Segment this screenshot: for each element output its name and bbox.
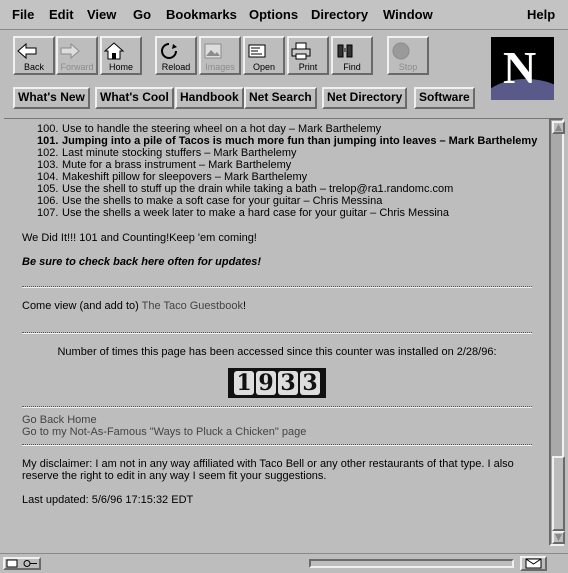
scroll-thumb[interactable] bbox=[552, 456, 565, 531]
images-icon bbox=[201, 40, 225, 62]
go-back-home-link[interactable]: Go Back Home bbox=[22, 414, 97, 426]
list-item: 105. Use the shell to stuff up the drain while taking a bath – trelop@ra1.randomc.com bbox=[37, 183, 454, 195]
divider bbox=[22, 444, 532, 446]
open-label: Open bbox=[252, 62, 276, 72]
images-button[interactable] bbox=[199, 36, 241, 75]
guestbook-line: Come view (and add to) The Taco Guestbook! bbox=[22, 300, 247, 312]
last-updated-text: Last updated: 5/6/96 17:15:32 EDT bbox=[22, 494, 194, 506]
whats-new-button[interactable]: What's New bbox=[13, 87, 90, 109]
back-label: Back bbox=[23, 62, 44, 72]
handbook-button[interactable]: Handbook bbox=[175, 87, 244, 109]
reload-label: Reload bbox=[161, 62, 191, 72]
back-arrow-icon bbox=[15, 40, 39, 62]
printer-icon bbox=[289, 40, 313, 62]
menu-view[interactable]: View bbox=[87, 7, 117, 22]
mail-icon[interactable] bbox=[520, 556, 547, 571]
counter-digit: 3 bbox=[300, 371, 320, 395]
pluck-chicken-link[interactable]: Go to my Not-As-Famous "Ways to Pluck a Chicken" page bbox=[22, 426, 307, 438]
list-item: 106. Use the shells to make a soft case for your guitar – Chris Messina bbox=[37, 195, 383, 207]
divider bbox=[22, 406, 532, 408]
forward-label: Forward bbox=[60, 62, 94, 72]
open-icon bbox=[245, 40, 269, 62]
list-item: 103. Mute for a brass instrument – Mark Barthelemy bbox=[37, 159, 292, 171]
net-search-button[interactable]: Net Search bbox=[244, 87, 317, 109]
counter-wrap bbox=[22, 358, 532, 398]
status-bar bbox=[0, 553, 568, 573]
list-item: 107. Use the shells a week later to make a hard case for your guitar – Chris Messina bbox=[37, 207, 450, 219]
divider bbox=[22, 332, 532, 334]
menu-file[interactable]: File bbox=[12, 7, 35, 22]
reload-icon bbox=[157, 40, 181, 62]
menu-window[interactable]: Window bbox=[383, 7, 433, 22]
open-button[interactable] bbox=[243, 36, 285, 75]
stop-icon bbox=[389, 40, 413, 62]
page-content bbox=[22, 123, 538, 506]
counter-digit: 9 bbox=[256, 371, 276, 395]
netscape-logo[interactable] bbox=[491, 37, 554, 100]
forward-button[interactable] bbox=[56, 36, 98, 75]
menu-bookmarks[interactable]: Bookmarks bbox=[166, 7, 237, 22]
scroll-down-arrow-icon[interactable] bbox=[552, 531, 565, 544]
binoculars-icon bbox=[333, 40, 357, 62]
list-item: 102. Last minute stocking stuffers – Mark Barthelemy bbox=[37, 147, 297, 159]
home-button[interactable] bbox=[100, 36, 142, 75]
menu-help[interactable]: Help bbox=[527, 7, 556, 22]
counter-digit: 3 bbox=[278, 371, 298, 395]
whats-cool-button[interactable]: What's Cool bbox=[95, 87, 174, 109]
progress-bar bbox=[309, 559, 514, 568]
list-item: 100. Use to handle the steering wheel on a hot day – Mark Barthelemy bbox=[37, 123, 382, 135]
list-item: 101. Jumping into a pile of Tacos is much more fun than jumping into leaves – Mark Barthelemy bbox=[37, 135, 538, 147]
list-item: 104. Makeshift pillow for sleepovers – Mark Barthelemy bbox=[37, 171, 308, 183]
counter-digit: 1 bbox=[234, 371, 254, 395]
stop-button[interactable] bbox=[387, 36, 429, 75]
forward-arrow-icon bbox=[58, 40, 82, 62]
menu-bar bbox=[0, 0, 568, 30]
guestbook-link[interactable]: The Taco Guestbook bbox=[141, 300, 243, 312]
menu-edit[interactable]: Edit bbox=[49, 7, 74, 22]
images-label: Images bbox=[205, 62, 235, 72]
toolbar bbox=[0, 31, 568, 113]
counter-caption: Number of times this page has been accessed since this counter was installed on 2/28/96: bbox=[57, 346, 497, 358]
status-text bbox=[44, 557, 302, 570]
hit-counter bbox=[228, 368, 326, 398]
vertical-scrollbar[interactable] bbox=[549, 118, 564, 546]
logo-letter: N bbox=[503, 42, 537, 93]
disclaimer-text: My disclaimer: I am not in any way affiliated with Taco Bell or any other restaurants of that type. I also reserve the right to edit in any way I seem fit your suggestions. bbox=[22, 458, 514, 482]
ideas-list bbox=[22, 123, 538, 219]
menu-options[interactable]: Options bbox=[249, 7, 299, 22]
home-icon bbox=[102, 40, 126, 62]
we-did-it-text: We Did It!!! 101 and Counting!Keep 'em coming! bbox=[22, 232, 257, 244]
net-directory-button[interactable]: Net Directory bbox=[322, 87, 407, 109]
print-label: Print bbox=[298, 62, 318, 72]
find-label: Find bbox=[343, 62, 361, 72]
stop-label: Stop bbox=[398, 62, 418, 72]
check-back-text: Be sure to check back here often for updates! bbox=[22, 256, 262, 268]
home-label: Home bbox=[108, 62, 133, 72]
software-button[interactable]: Software bbox=[414, 87, 475, 109]
content-pane[interactable] bbox=[4, 118, 549, 546]
back-button[interactable] bbox=[13, 36, 55, 75]
menu-directory[interactable]: Directory bbox=[311, 7, 369, 22]
scroll-up-arrow-icon[interactable] bbox=[552, 121, 565, 134]
security-key-icon[interactable] bbox=[3, 557, 41, 570]
divider bbox=[22, 286, 532, 288]
menu-go[interactable]: Go bbox=[133, 7, 152, 22]
reload-button[interactable] bbox=[155, 36, 197, 75]
find-button[interactable] bbox=[331, 36, 373, 75]
print-button[interactable] bbox=[287, 36, 329, 75]
